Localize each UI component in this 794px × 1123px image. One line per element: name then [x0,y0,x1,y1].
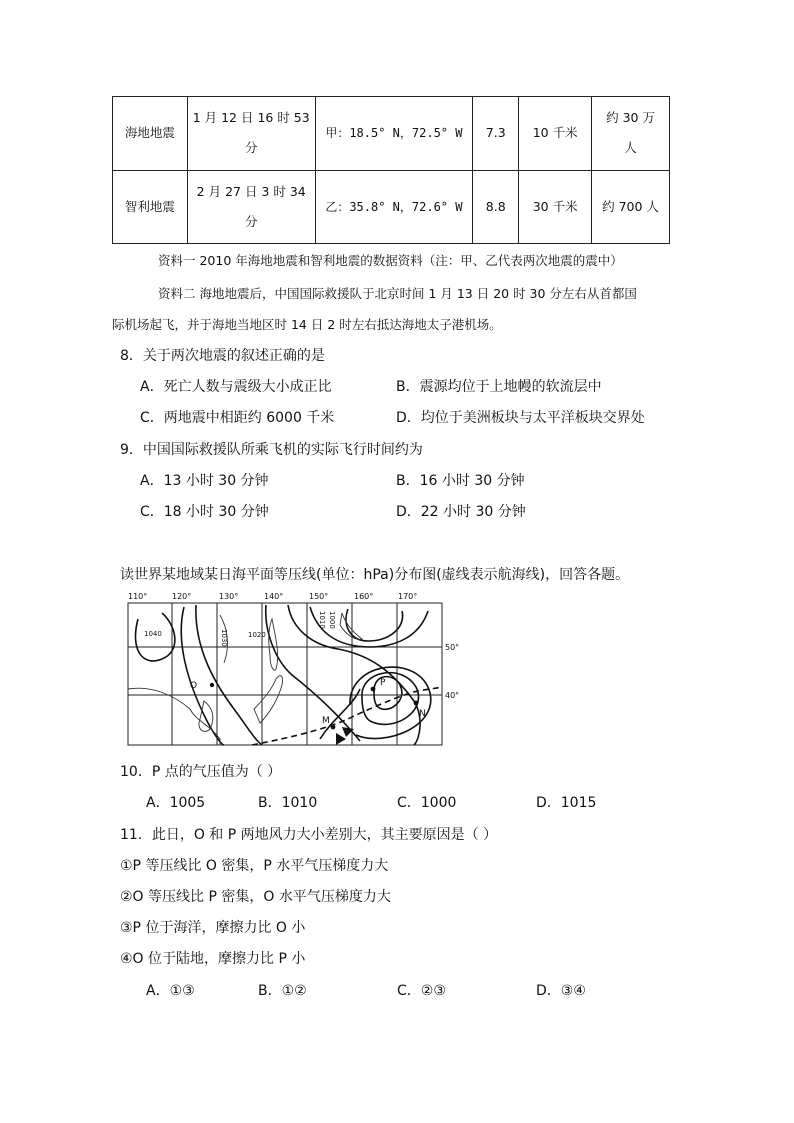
point-n-label: N [419,709,426,719]
lon-label: 170° [398,592,418,601]
material-two-line1: 资料二 海地地震后，中国国际救援队于北京时间 1 月 13 日 20 时 30 分左右从首都国 [158,286,637,301]
lon-label: 150° [309,592,329,601]
table-row [113,170,670,244]
q10-option-d[interactable]: D．1015 [536,795,597,811]
point-m-marker [331,725,336,730]
q8-option-b[interactable]: B．震源均位于上地幔的软流层中 [396,379,602,395]
point-n-marker [414,701,419,706]
q10-option-b[interactable]: B．1010 [258,795,318,811]
isobar-label-1040: 1040 [144,630,162,638]
quake-name: 智利地震 [113,170,188,244]
isobar-label-1020: 1020 [248,631,266,639]
q11-statement-2: ②O 等压线比 P 密集，O 水平气压梯度力大 [120,889,391,905]
quake-magnitude: 7.3 [473,97,519,171]
quake-depth: 10 千米 [519,97,592,171]
quake-coord: 甲：18.5° N，72.5° W [315,97,473,171]
material-two-line2: 际机场起飞，并于海地当地区时 14 日 2 时左右抵达海地太子港机场。 [112,317,502,332]
question-9-stem: 9．中国国际救援队所乘飞机的实际飞行时间约为 [120,442,423,458]
front-triangle-icon [336,733,346,745]
q9-option-d[interactable]: D．22 小时 30 分钟 [396,504,526,520]
question-8-stem: 8．关于两次地震的叙述正确的是 [120,348,325,364]
point-o-marker [210,683,214,687]
q11-option-a[interactable]: A．①③ [146,983,195,999]
isobar-label-1000: 1000 [328,611,336,629]
earthquake-data-table [112,96,670,244]
q11-statement-4: ④O 位于陆地，摩擦力比 P 小 [120,951,306,967]
q11-option-c[interactable]: C．②③ [397,983,446,999]
q10-option-c[interactable]: C．1000 [397,795,457,811]
quake-magnitude: 8.8 [473,170,519,244]
material-one-caption: 资料一 2010 年海地地震和智利地震的数据资料（注：甲、乙代表两次地震的震中） [158,253,623,268]
q8-option-d[interactable]: D．均位于美洲板块与太平洋板块交界处 [396,410,645,426]
map-intro: 读世界某地域某日海平面等压线(单位：hPa)分布图(虚线表示航海线)，回答各题。 [120,567,630,583]
lon-label: 110° [128,592,148,601]
lon-label: 120° [172,592,192,601]
lon-label: 130° [219,592,239,601]
point-o-label: O [190,681,198,691]
question-11-stem: 11．此日，O 和 P 两地风力大小差别大，其主要原因是（ ） [120,827,498,843]
point-m-label: M [322,716,330,726]
lat-label: 50° [445,643,460,652]
isobar-label-1010: 1010 [318,611,326,629]
isobar-label-1030: 1030 [220,629,228,647]
shipping-route [252,687,442,745]
q11-statement-1: ①P 等压线比 O 密集，P 水平气压梯度力大 [120,858,389,874]
quake-time: 2 月 27 日 3 时 34 分 [187,170,315,244]
lon-label: 160° [354,592,374,601]
q8-option-a[interactable]: A．死亡人数与震级大小成正比 [140,379,332,395]
q9-option-b[interactable]: B．16 小时 30 分钟 [396,473,525,489]
point-p-marker [371,687,376,692]
q10-option-a[interactable]: A．1005 [146,795,206,811]
q11-option-b[interactable]: B．①② [258,983,307,999]
lat-label: 40° [445,691,460,700]
quake-depth: 30 千米 [519,170,592,244]
q9-option-a[interactable]: A．13 小时 30 分钟 [140,473,269,489]
quake-time: 1 月 12 日 16 时 53 分 [187,97,315,171]
lon-label: 140° [264,592,284,601]
quake-name: 海地地震 [113,97,188,171]
quake-deaths: 约 30 万 人 [592,97,670,171]
quake-deaths: 约 700 人 [592,170,670,244]
question-10-stem: 10．P 点的气压值为（ ） [120,764,282,780]
table-row [113,97,670,171]
isobar-map [124,589,474,749]
q8-option-c[interactable]: C．两地震中相距约 6000 千米 [140,410,335,426]
point-p-label: P [380,678,386,688]
q11-statement-3: ③P 位于海洋，摩擦力比 O 小 [120,920,306,936]
q11-option-d[interactable]: D．③④ [536,983,586,999]
q9-option-c[interactable]: C．18 小时 30 分钟 [140,504,269,520]
quake-coord: 乙：35.8° N，72.6° W [315,170,473,244]
